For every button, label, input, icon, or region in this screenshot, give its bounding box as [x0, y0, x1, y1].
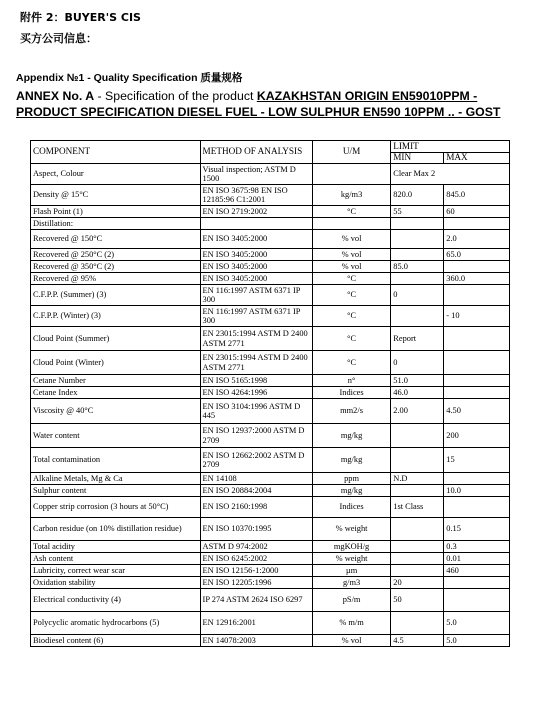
- cell-method: EN 23015:1994 ASTM D 2400 ASTM 2771: [200, 327, 312, 351]
- table-row: [31, 635, 510, 647]
- annex-lead: ANNEX No. A: [16, 89, 95, 103]
- cell-um: % vol: [312, 230, 390, 249]
- cell-max: 0.3: [444, 541, 510, 553]
- cell-limit: Clear Max 2: [391, 164, 510, 185]
- cell-component: Sulphur content: [31, 485, 201, 497]
- appendix-title: Appendix №1 - Quality Specification 质量规格: [16, 72, 243, 84]
- cell-component: Polycyclic aromatic hydrocarbons (5): [31, 612, 201, 635]
- cell-um: mg/kg: [312, 485, 390, 497]
- annex-middle: - Specification of the product: [94, 89, 257, 103]
- cell-min: [391, 448, 444, 473]
- cell-max: [444, 375, 510, 387]
- table-header-row: [31, 141, 510, 153]
- cell-um: % vol: [312, 261, 390, 273]
- cell-component: C.F.P.P. (Winter) (3): [31, 306, 201, 327]
- cell-max: 15: [444, 448, 510, 473]
- cell-component: Water content: [31, 424, 201, 448]
- cell-um: kg/m3: [312, 185, 390, 206]
- cell-max: 5.0: [444, 635, 510, 647]
- cell-min: 2.00: [391, 399, 444, 424]
- cell-max: 5.0: [444, 612, 510, 635]
- cell-um: mg/kg: [312, 424, 390, 448]
- cell-method: EN ISO 5165:1998: [200, 375, 312, 387]
- cell-um: °C: [312, 327, 390, 351]
- cell-um: % vol: [312, 249, 390, 261]
- cell-component: Biodiesel content (6): [31, 635, 201, 647]
- cell-max: [444, 327, 510, 351]
- cell-component: C.F.P.P. (Summer) (3): [31, 285, 201, 306]
- cell-min: [391, 553, 444, 565]
- cell-max: 60: [444, 206, 510, 218]
- cell-method: EN ISO 12156-1:2000: [200, 565, 312, 577]
- cell-min: [391, 424, 444, 448]
- cell-method: EN ISO 10370:1995: [200, 518, 312, 541]
- cell-min: [391, 273, 444, 285]
- cell-um: pS/m: [312, 589, 390, 612]
- cell-um: [312, 164, 390, 185]
- cell-component: Carbon residue (on 10% distillation residue): [31, 518, 201, 541]
- header-max: MAX: [444, 153, 510, 164]
- cell-min: 820.0: [391, 185, 444, 206]
- cell-min: 20: [391, 577, 444, 589]
- table-row: [31, 399, 510, 424]
- table-row: [31, 185, 510, 206]
- cell-component: Total contamination: [31, 448, 201, 473]
- cell-component: Lubricity, correct wear scar: [31, 565, 201, 577]
- cell-max: [444, 577, 510, 589]
- cell-max: [444, 473, 510, 485]
- cell-min: Report: [391, 327, 444, 351]
- table-row: [31, 327, 510, 351]
- cell-min: 1st Class: [391, 497, 444, 518]
- cell-um: °C: [312, 351, 390, 375]
- cell-component: Aspect, Colour: [31, 164, 201, 185]
- cell-method: EN ISO 2160:1998: [200, 497, 312, 518]
- cell-component: Total acidity: [31, 541, 201, 553]
- cell-component: Recovered @ 250°C (2): [31, 249, 201, 261]
- buyer-cis-heading: 附件 2：BUYER'S CIS: [20, 11, 141, 24]
- table-row: [31, 351, 510, 375]
- cell-min: 50: [391, 589, 444, 612]
- cell-component: Distillation:: [31, 218, 201, 230]
- spec-table-container: [30, 140, 510, 647]
- cell-um: n°: [312, 375, 390, 387]
- cell-um: mgKOH/g: [312, 541, 390, 553]
- cell-max: [444, 351, 510, 375]
- cell-method: EN ISO 3675:98 EN ISO 12185:96 C1:2001: [200, 185, 312, 206]
- cell-method: EN ISO 12662:2002 ASTM D 2709: [200, 448, 312, 473]
- cell-method: EN ISO 3405:2000: [200, 249, 312, 261]
- cell-method: [200, 218, 312, 230]
- cell-method: EN ISO 4264:1996: [200, 387, 312, 399]
- cell-min: 0: [391, 285, 444, 306]
- cell-um: % weight: [312, 518, 390, 541]
- cell-max: 4.50: [444, 399, 510, 424]
- cell-min: [391, 230, 444, 249]
- cell-min: [391, 541, 444, 553]
- cell-min: [391, 612, 444, 635]
- table-row: [31, 612, 510, 635]
- header-limit: LIMIT: [391, 141, 510, 153]
- cell-component: Cloud Point (Winter): [31, 351, 201, 375]
- cell-max: 460: [444, 565, 510, 577]
- cell-method: EN ISO 3405:2000: [200, 261, 312, 273]
- table-row: [31, 206, 510, 218]
- cell-um: °C: [312, 285, 390, 306]
- cell-component: Recovered @ 350°C (2): [31, 261, 201, 273]
- cell-max: - 10: [444, 306, 510, 327]
- cell-component: Recovered @ 150°C: [31, 230, 201, 249]
- table-row: [31, 375, 510, 387]
- cell-method: EN ISO 20884:2004: [200, 485, 312, 497]
- cell-um: ppm: [312, 473, 390, 485]
- table-row: [31, 589, 510, 612]
- cell-max: [444, 497, 510, 518]
- table-row: [31, 218, 510, 230]
- cell-min: [391, 218, 444, 230]
- cell-method: EN ISO 3104:1996 ASTM D 445: [200, 399, 312, 424]
- table-row: [31, 577, 510, 589]
- table-row: [31, 473, 510, 485]
- cell-method: ASTM D 974:2002: [200, 541, 312, 553]
- cell-um: mg/kg: [312, 448, 390, 473]
- cell-method: EN 116:1997 ASTM 6371 IP 300: [200, 306, 312, 327]
- table-row: [31, 230, 510, 249]
- cell-min: [391, 306, 444, 327]
- table-row: [31, 273, 510, 285]
- cell-max: 0.15: [444, 518, 510, 541]
- table-row: [31, 553, 510, 565]
- table-row: [31, 387, 510, 399]
- cell-method: EN 12916:2001: [200, 612, 312, 635]
- cell-method: EN ISO 12205:1996: [200, 577, 312, 589]
- table-row: [31, 164, 510, 185]
- cell-method: EN 116:1997 ASTM 6371 IP 300: [200, 285, 312, 306]
- cell-max: [444, 218, 510, 230]
- cell-um: °C: [312, 206, 390, 218]
- cell-um: µm: [312, 565, 390, 577]
- cell-min: 4.5: [391, 635, 444, 647]
- cell-min: 51.0: [391, 375, 444, 387]
- table-row: [31, 518, 510, 541]
- cell-method: IP 274 ASTM 2624 ISO 6297: [200, 589, 312, 612]
- cell-um: Indices: [312, 387, 390, 399]
- cell-um: °C: [312, 273, 390, 285]
- cell-min: 85.0: [391, 261, 444, 273]
- cell-max: 10.0: [444, 485, 510, 497]
- cell-min: [391, 485, 444, 497]
- cell-um: g/m3: [312, 577, 390, 589]
- cell-component: Density @ 15°C: [31, 185, 201, 206]
- cell-min: 55: [391, 206, 444, 218]
- table-body: [31, 164, 510, 647]
- table-row: [31, 249, 510, 261]
- cell-component: Viscosity @ 40°C: [31, 399, 201, 424]
- cell-component: Recovered @ 95%: [31, 273, 201, 285]
- table-row: [31, 541, 510, 553]
- cell-min: [391, 565, 444, 577]
- cell-um: [312, 218, 390, 230]
- table-row: [31, 261, 510, 273]
- cell-um: °C: [312, 306, 390, 327]
- cell-max: [444, 285, 510, 306]
- cell-max: 360.0: [444, 273, 510, 285]
- table-row: [31, 448, 510, 473]
- cell-um: % vol: [312, 635, 390, 647]
- table-row: [31, 306, 510, 327]
- buyer-company-info-heading: 买方公司信息：: [20, 32, 97, 45]
- header-component: COMPONENT: [31, 141, 201, 164]
- cell-method: EN ISO 3405:2000: [200, 230, 312, 249]
- cell-component: Ash content: [31, 553, 201, 565]
- cell-method: EN ISO 2719:2002: [200, 206, 312, 218]
- table-row: [31, 497, 510, 518]
- table-row: [31, 485, 510, 497]
- cell-max: 845.0: [444, 185, 510, 206]
- cell-um: % weight: [312, 553, 390, 565]
- cell-min: N.D: [391, 473, 444, 485]
- cell-max: [444, 387, 510, 399]
- cell-method: EN 23015:1994 ASTM D 2400 ASTM 2771: [200, 351, 312, 375]
- cell-max: 200: [444, 424, 510, 448]
- cell-method: EN ISO 3405:2000: [200, 273, 312, 285]
- cell-max: [444, 589, 510, 612]
- cell-max: 2.0: [444, 230, 510, 249]
- cell-method: EN ISO 6245:2002: [200, 553, 312, 565]
- cell-component: Copper strip corrosion (3 hours at 50°C): [31, 497, 201, 518]
- cell-min: 46.0: [391, 387, 444, 399]
- cell-method: EN ISO 12937:2000 ASTM D 2709: [200, 424, 312, 448]
- annex-product: KAZAKHSTAN ORIGIN EN59010PPM - PRODUCT SPECIFICATION DIESEL FUEL - LOW SULPHUR EN590 10PPM .. - GOST: [16, 89, 501, 119]
- cell-max: [444, 261, 510, 273]
- header-min: MIN: [391, 153, 444, 164]
- cell-min: 0: [391, 351, 444, 375]
- specification-table: [30, 140, 510, 647]
- table-row: [31, 285, 510, 306]
- table-row: [31, 565, 510, 577]
- cell-max: 0.01: [444, 553, 510, 565]
- cell-method: EN 14108: [200, 473, 312, 485]
- table-row: [31, 424, 510, 448]
- cell-min: [391, 249, 444, 261]
- cell-um: mm2/s: [312, 399, 390, 424]
- cell-component: Electrical conductivity (4): [31, 589, 201, 612]
- header-method: METHOD OF ANALYSIS: [200, 141, 312, 164]
- cell-method: Visual inspection; ASTM D 1500: [200, 164, 312, 185]
- cell-component: Alkaline Metals, Mg & Ca: [31, 473, 201, 485]
- header-um: U/M: [312, 141, 390, 164]
- cell-component: Oxidation stability: [31, 577, 201, 589]
- cell-component: Cloud Point (Summer): [31, 327, 201, 351]
- cell-component: Cetane Number: [31, 375, 201, 387]
- cell-method: EN 14078:2003: [200, 635, 312, 647]
- cell-component: Flash Point (1): [31, 206, 201, 218]
- annex-title: [16, 88, 526, 120]
- cell-min: [391, 518, 444, 541]
- cell-max: 65.0: [444, 249, 510, 261]
- cell-um: Indices: [312, 497, 390, 518]
- cell-component: Cetane Index: [31, 387, 201, 399]
- cell-um: % m/m: [312, 612, 390, 635]
